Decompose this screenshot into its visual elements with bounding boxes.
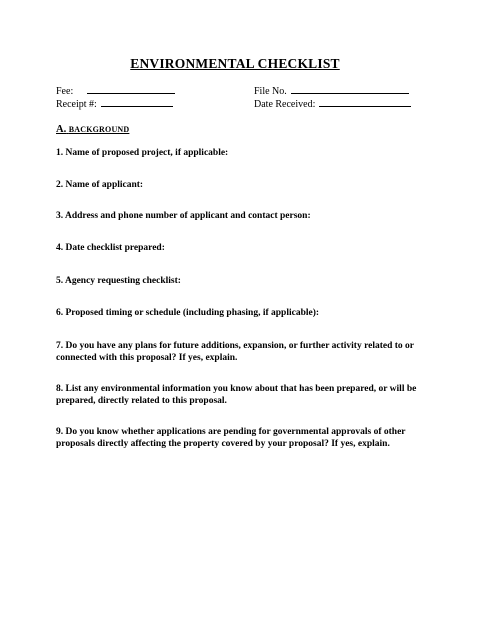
question-4: 4. Date checklist prepared:: [56, 243, 165, 253]
file-no-label: File No.: [254, 86, 287, 97]
question-6: 6. Proposed timing or schedule (including phasing, if applicable):: [56, 308, 320, 318]
date-received-label: Date Received:: [254, 99, 316, 110]
page-title: ENVIRONMENTAL CHECKLIST: [130, 56, 340, 71]
section-letter: A.: [56, 124, 67, 135]
receipt-label: Receipt #:: [56, 99, 97, 110]
date-received-field: [254, 97, 411, 110]
date-received-blank[interactable]: [319, 97, 411, 107]
section-heading-background: [56, 124, 129, 135]
file-no-field: [254, 84, 409, 97]
question-9: 9. Do you know whether applications are pending for governmental approvals of other proposals directly affecting the property covered by your proposal? If yes, explain.: [56, 427, 406, 449]
fee-label: Fee:: [56, 86, 74, 97]
question-7: 7. Do you have any plans for future additions, expansion, or further activity related to or connected with this proposal? If yes, explain.: [56, 341, 414, 363]
question-2: 2. Name of applicant:: [56, 180, 144, 190]
receipt-field: [56, 97, 173, 110]
question-3: 3. Address and phone number of applicant and contact person:: [56, 211, 311, 221]
fee-blank[interactable]: [87, 84, 175, 94]
question-8: 8. List any environmental information you know about that has been prepared, or will be prepared, directly related to this proposal.: [56, 384, 417, 406]
fee-field: [56, 84, 175, 97]
file-no-blank[interactable]: [291, 84, 409, 94]
question-1: 1. Name of proposed project, if applicable:: [56, 148, 229, 158]
section-name: BACKGROUND: [68, 125, 130, 134]
question-5: 5. Agency requesting checklist:: [56, 276, 181, 286]
receipt-blank[interactable]: [101, 97, 173, 107]
